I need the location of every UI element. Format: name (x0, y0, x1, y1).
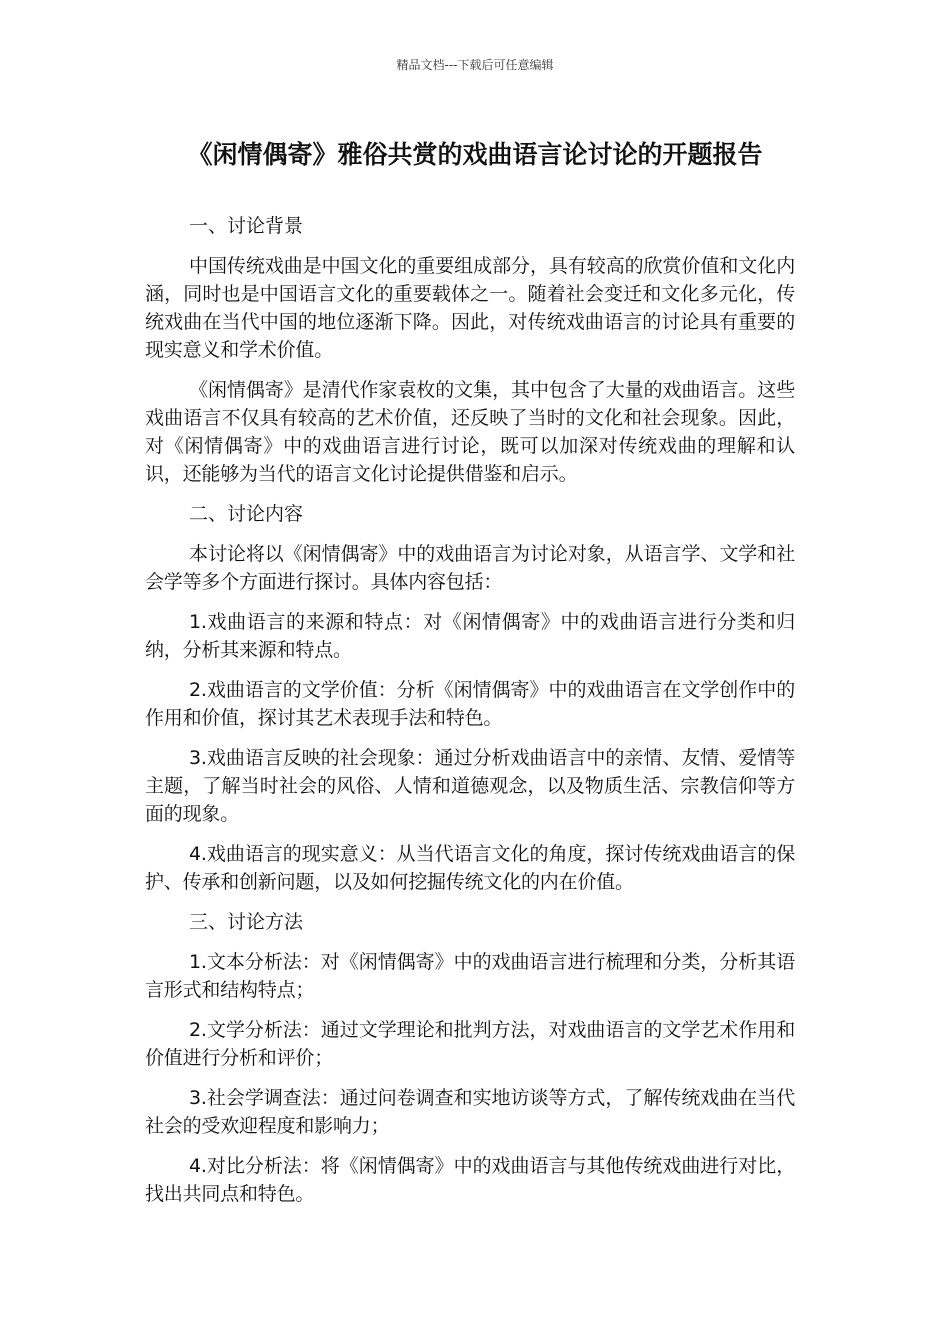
header-note: 精品文档---下载后可任意编辑 (396, 58, 554, 72)
list-item: 2.文学分析法：通过文学理论和批判方法，对戏曲语言的文学艺术作用和价值进行分析和评价； (145, 1019, 795, 1069)
document-title: 《闲情偶寄》雅俗共赏的戏曲语言论讨论的开题报告 (187, 140, 763, 169)
list-item: 2.戏曲语言的文学价值：分析《闲情偶寄》中的戏曲语言在文学创作中的作用和价值，探讨其艺术表现手法和特色。 (145, 679, 795, 729)
section-heading-content: 二、讨论内容 (189, 503, 304, 525)
list-item: 4.对比分析法：将《闲情偶寄》中的戏曲语言与其他传统戏曲进行对比，找出共同点和特色。 (145, 1155, 795, 1205)
section-heading-methods: 三、讨论方法 (189, 911, 304, 933)
paragraph: 《闲情偶寄》是清代作家袁枚的文集，其中包含了大量的戏曲语言。这些戏曲语言不仅具有较高的艺术价值，还反映了当时的文化和社会现象。因此，对《闲情偶寄》中的戏曲语言进行讨论，既可以加深对传统戏曲的理解和认识，还能够为当代的语言文化讨论提供借鉴和启示。 (145, 379, 795, 485)
list-item: 3.戏曲语言反映的社会现象：通过分析戏曲语言中的亲情、友情、爱情等主题，了解当时社会的风俗、人情和道德观念，以及物质生活、宗教信仰等方面的现象。 (145, 747, 795, 825)
list-item: 3.社会学调查法：通过问卷调查和实地访谈等方式，了解传统戏曲在当代社会的受欢迎程度和影响力； (145, 1087, 795, 1137)
paragraph: 本讨论将以《闲情偶寄》中的戏曲语言为讨论对象，从语言学、文学和社会学等多个方面进行探讨。具体内容包括： (145, 543, 795, 593)
list-item: 1.文本分析法：对《闲情偶寄》中的戏曲语言进行梳理和分类，分析其语言形式和结构特点； (145, 951, 795, 1001)
list-item: 1.戏曲语言的来源和特点：对《闲情偶寄》中的戏曲语言进行分类和归纳，分析其来源和特点。 (145, 611, 795, 661)
paragraph: 中国传统戏曲是中国文化的重要组成部分，具有较高的欣赏价值和文化内涵，同时也是中国语言文化的重要载体之一。随着社会变迁和文化多元化，传统戏曲在当代中国的地位逐渐下降。因此，对传统戏曲语言的讨论具有重要的现实意义和学术价值。 (145, 255, 795, 361)
list-item: 4.戏曲语言的现实意义：从当代语言文化的角度，探讨传统戏曲语言的保护、传承和创新问题，以及如何挖掘传统文化的内在价值。 (145, 843, 795, 893)
document-body (145, 212, 795, 1220)
section-heading-background: 一、讨论背景 (189, 215, 304, 237)
